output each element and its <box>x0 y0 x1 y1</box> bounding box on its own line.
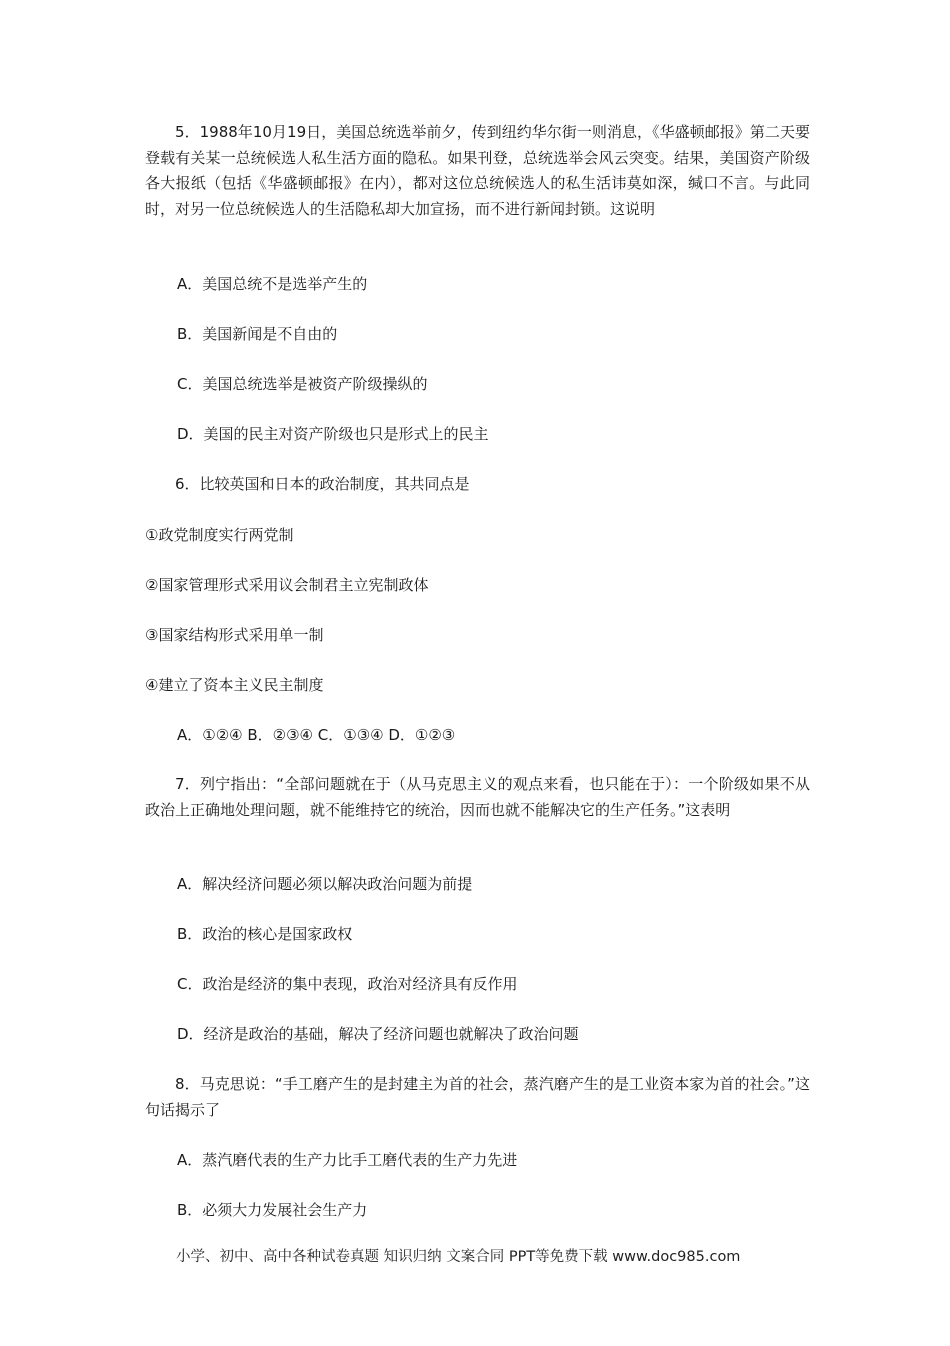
question-8-stem: 8．马克思说：“手工磨产生的是封建主为首的社会，蒸汽磨产生的是工业资本家为首的社会。”这句话揭示了 <box>145 1075 810 1119</box>
question-8-option-b: B．必须大力发展社会生产力 <box>177 1201 368 1219</box>
question-6-item-2: ②国家管理形式采用议会制君主立宪制政体 <box>145 576 429 594</box>
question-6-item-3: ③国家结构形式采用单一制 <box>145 626 324 644</box>
question-7-stem: 7．列宁指出：“全部问题就在于（从马克思主义的观点来看，也只能在于）：一个阶级如果不从政治上正确地处理问题，就不能维持它的统治，因而也就不能解决它的生产任务。”这表明 <box>145 775 810 819</box>
question-7-option-c: C．政治是经济的集中表现，政治对经济具有反作用 <box>177 975 518 993</box>
question-6-options: A．①②④ B．②③④ C．①③④ D．①②③ <box>177 726 456 744</box>
question-6-item-4: ④建立了资本主义民主制度 <box>145 676 324 694</box>
question-6-item-1: ①政党制度实行两党制 <box>145 526 294 544</box>
page-footer: 小学、初中、高中各种试卷真题 知识归纳 文案合同 PPT等免费下载 www.doc985.com <box>176 1249 741 1265</box>
question-7-option-b: B．政治的核心是国家政权 <box>177 925 353 943</box>
question-6-stem: 6．比较英国和日本的政治制度，其共同点是 <box>175 475 470 493</box>
question-5-option-b: B．美国新闻是不自由的 <box>177 325 338 343</box>
question-5-option-a: A．美国总统不是选举产生的 <box>177 275 368 293</box>
question-5-option-c: C．美国总统选举是被资产阶级操纵的 <box>177 375 428 393</box>
question-5-option-d: D．美国的民主对资产阶级也只是形式上的民主 <box>177 425 489 443</box>
question-5-stem: 5．1988年10月19日，美国总统选举前夕，传到纽约华尔街一则消息，《华盛顿邮报》第二天要登载有关某一总统候选人私生活方面的隐私。如果刊登，总统选举会风云突变。结果，美国资产阶级各大报纸（包括《华盛顿邮报》在内），都对这位总统候选人的私生活讳莫如深，缄口不言。与此同时，对另一位总统候选人的生活隐私却大加宣扬，而不进行新闻封锁。这说明 <box>145 123 810 218</box>
question-8-option-a: A．蒸汽磨代表的生产力比手工磨代表的生产力先进 <box>177 1151 518 1169</box>
question-7-option-a: A．解决经济问题必须以解决政治问题为前提 <box>177 875 473 893</box>
question-7-option-d: D．经济是政治的基础，解决了经济问题也就解决了政治问题 <box>177 1025 579 1043</box>
